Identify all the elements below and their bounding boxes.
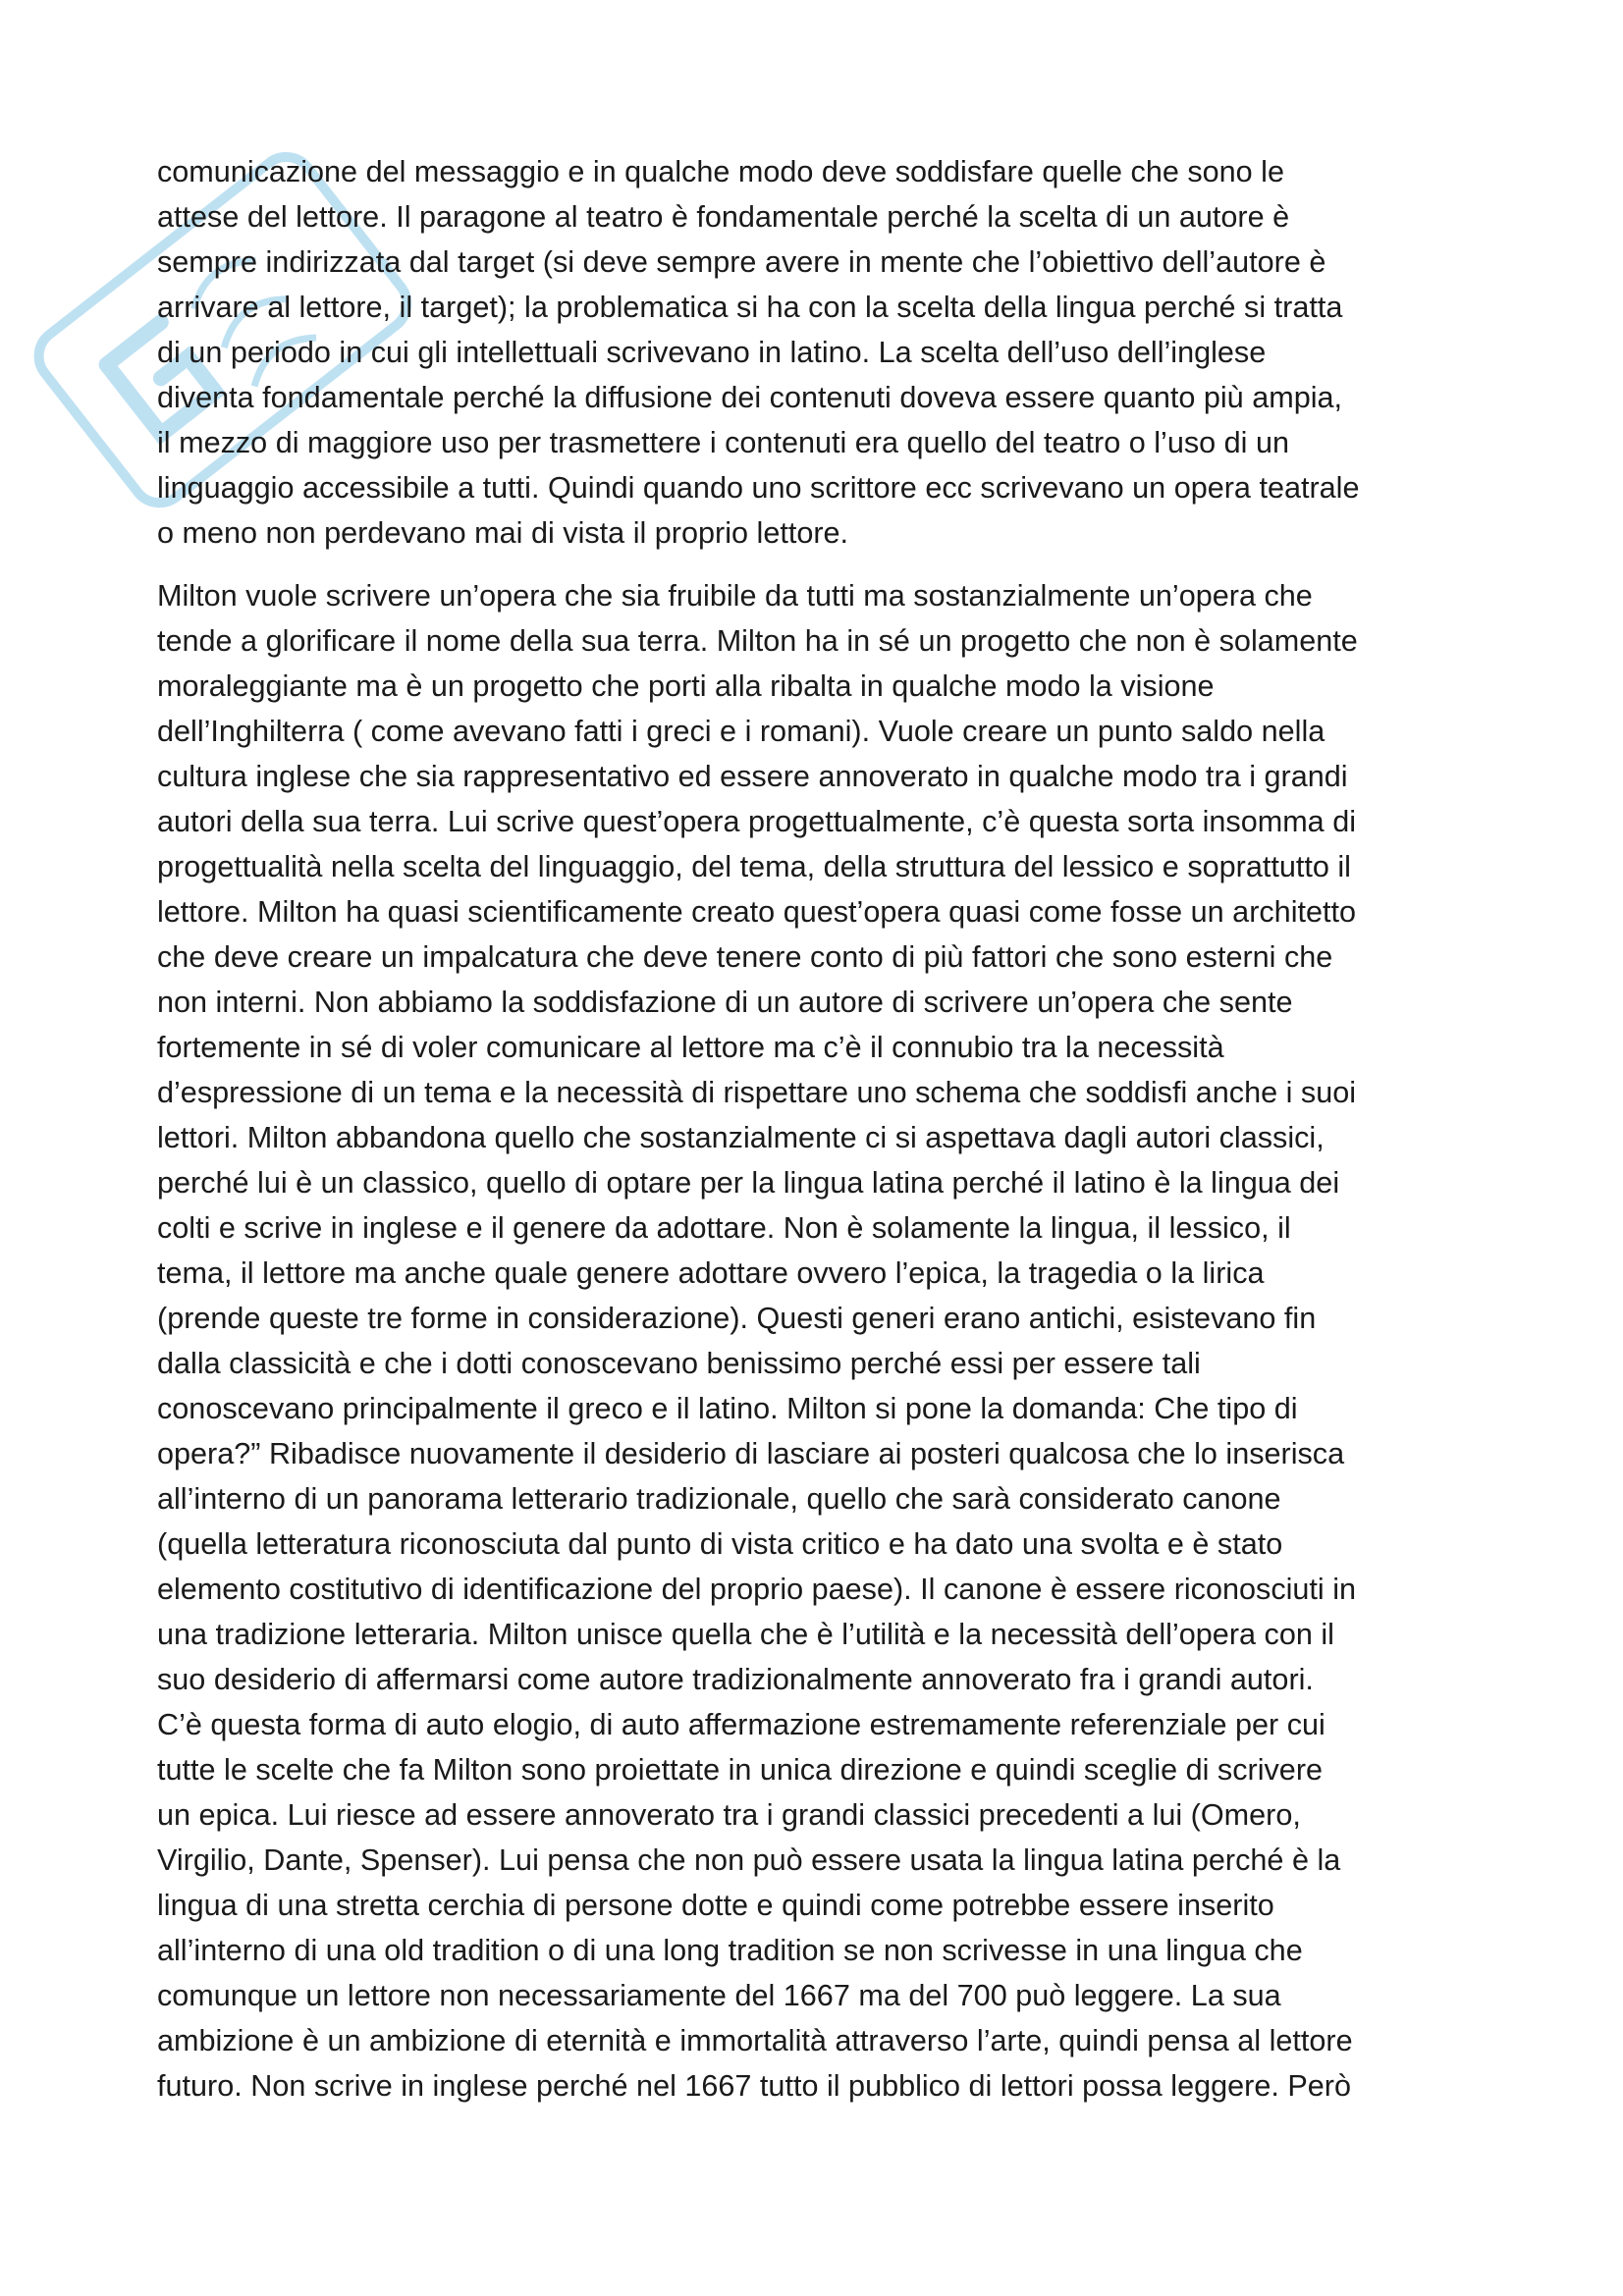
text-line: dell’Inghilterra ( come avevano fatti i greci e i romani). Vuole creare un punto saldo nella [157, 715, 1325, 748]
text-line: sempre indirizzata dal target (si deve sempre avere in mente che l’obiettivo dell’autore è [157, 245, 1326, 279]
text-line: progettualità nella scelta del linguaggio, del tema, della struttura del lessico e soprattutto il [157, 850, 1351, 883]
text-line: arrivare al lettore, il target); la problematica si ha con la scelta della lingua perché si tratta [157, 291, 1343, 324]
text-line: d’espressione di un tema e la necessità di rispettare uno schema che soddisfi anche i suoi [157, 1076, 1357, 1109]
text-line: di un periodo in cui gli intellettuali scrivevano in latino. La scelta dell’uso dell’inglese [157, 336, 1267, 369]
text-line: diventa fondamentale perché la diffusione dei contenuti doveva essere quanto più ampia, [157, 381, 1343, 414]
text-line: tema, il lettore ma anche quale genere adottare ovvero l’epica, la tragedia o la lirica [157, 1256, 1265, 1290]
text-line: il mezzo di maggiore uso per trasmettere i contenuti era quello del teatro o l’uso di un [157, 426, 1289, 459]
text-line: lettore. Milton ha quasi scientificamente creato quest’opera quasi come fosse un architetto [157, 895, 1357, 929]
text-line: fortemente in sé di voler comunicare al lettore ma c’è il connubio tra la necessità [157, 1031, 1224, 1064]
text-line: futuro. Non scrive in inglese perché nel 1667 tutto il pubblico di lettori possa leggere. Però [157, 2069, 1351, 2103]
text-line: conoscevano principalmente il greco e il latino. Milton si pone la domanda: Che tipo di [157, 1392, 1298, 1425]
text-line: colti e scrive in inglese e il genere da adottare. Non è solamente la lingua, il lessico, il [157, 1211, 1291, 1245]
document-body [157, 149, 1478, 2109]
text-line: un epica. Lui riesce ad essere annoverato tra i grandi classici precedenti a lui (Omero, [157, 1798, 1301, 1832]
text-line: (quella letteratura riconosciuta dal punto di vista critico e ha dato una svolta e è stato [157, 1527, 1283, 1561]
text-line: all’interno di un panorama letterario tradizionale, quello che sarà considerato canone [157, 1482, 1281, 1516]
paragraph-1 [157, 149, 1478, 556]
text-line: comunque un lettore non necessariamente del 1667 ma del 700 può leggere. La sua [157, 1979, 1281, 2012]
text-line: Milton vuole scrivere un’opera che sia fruibile da tutti ma sostanzialmente un’opera che [157, 579, 1313, 613]
text-line: una tradizione letteraria. Milton unisce quella che è l’utilità e la necessità dell’opera con il [157, 1618, 1334, 1651]
text-line: o meno non perdevano mai di vista il proprio lettore. [157, 516, 849, 550]
text-line: (prende queste tre forme in considerazione). Questi generi erano antichi, esistevano fin [157, 1302, 1317, 1335]
text-line: moraleggiante ma è un progetto che porti alla ribalta in qualche modo la visione [157, 669, 1215, 703]
text-line: C’è questa forma di auto elogio, di auto affermazione estremamente referenziale per cui [157, 1708, 1325, 1741]
text-line: suo desiderio di affermarsi come autore tradizionalmente annoverato fra i grandi autori. [157, 1663, 1314, 1696]
text-line: comunicazione del messaggio e in qualche modo deve soddisfare quelle che sono le [157, 155, 1284, 188]
text-line: dalla classicità e che i dotti conoscevano benissimo perché essi per essere tali [157, 1347, 1201, 1380]
text-line: opera?” Ribadisce nuovamente il desiderio di lasciare ai posteri qualcosa che lo inserisca [157, 1437, 1345, 1470]
text-line: cultura inglese che sia rappresentativo ed essere annoverato in qualche modo tra i grandi [157, 760, 1348, 793]
text-line: attese del lettore. Il paragone al teatro è fondamentale perché la scelta di un autore è [157, 200, 1290, 234]
text-line: lingua di una stretta cerchia di persone dotte e quindi come potrebbe essere inserito [157, 1889, 1274, 1922]
text-line: all’interno di una old tradition o di una long tradition se non scrivesse in una lingua che [157, 1934, 1303, 1967]
text-line: elemento costitutivo di identificazione del proprio paese). Il canone è essere riconosciuti in [157, 1573, 1357, 1606]
paragraph-2 [157, 573, 1478, 2109]
text-line: autori della sua terra. Lui scrive quest’opera progettualmente, c’è questa sorta insomma di [157, 805, 1357, 838]
text-line: ambizione è un ambizione di eternità e immortalità attraverso l’arte, quindi pensa al lettore [157, 2024, 1353, 2057]
text-line: lettori. Milton abbandona quello che sostanzialmente ci si aspettava dagli autori classici, [157, 1121, 1325, 1154]
text-line: che deve creare un impalcatura che deve tenere conto di più fattori che sono esterni che [157, 940, 1333, 974]
text-line: tutte le scelte che fa Milton sono proiettate in unica direzione e quindi sceglie di scrivere [157, 1753, 1324, 1787]
text-line: tende a glorificare il nome della sua terra. Milton ha in sé un progetto che non è solamente [157, 624, 1358, 658]
text-line: non interni. Non abbiamo la soddisfazione di un autore di scrivere un’opera che sente [157, 986, 1293, 1019]
text-line: Virgilio, Dante, Spenser). Lui pensa che non può essere usata la lingua latina perché è la [157, 1843, 1341, 1877]
text-line: perché lui è un classico, quello di optare per la lingua latina perché il latino è la lingua dei [157, 1166, 1340, 1200]
text-line: linguaggio accessibile a tutti. Quindi quando uno scrittore ecc scrivevano un opera teatrale [157, 471, 1360, 505]
